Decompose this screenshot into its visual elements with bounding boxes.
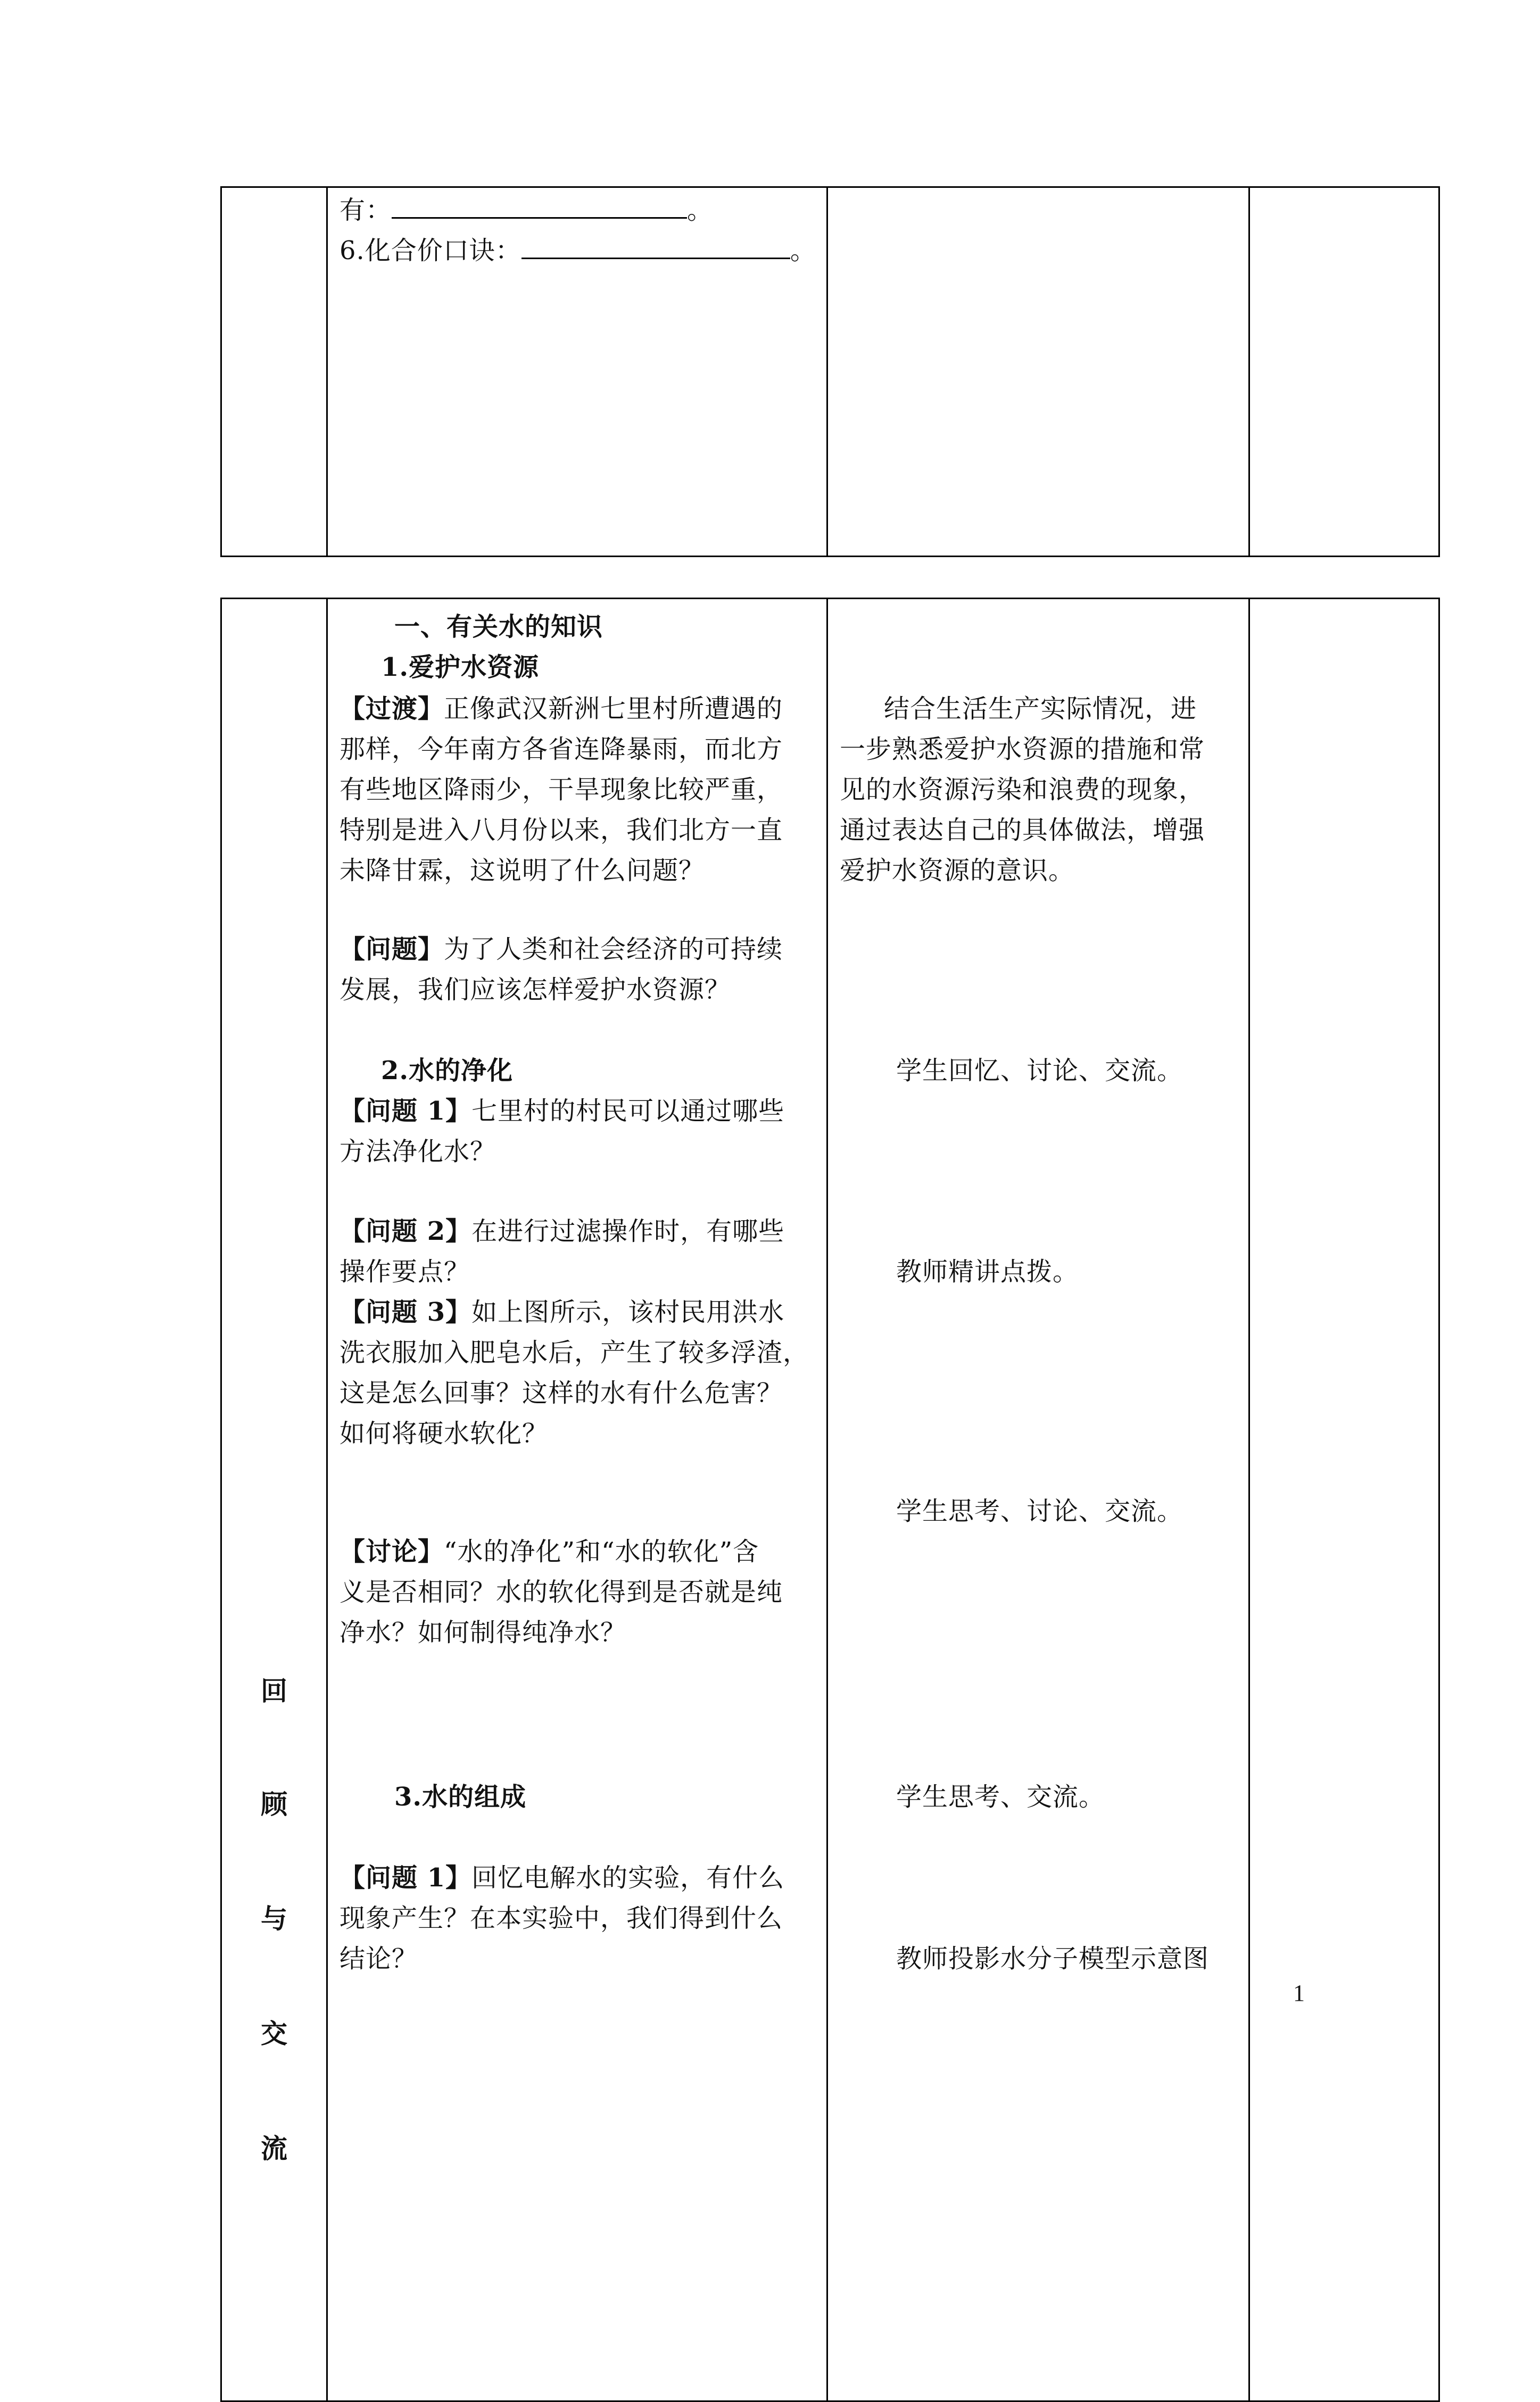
answer-blank-1[interactable] xyxy=(392,194,687,219)
fill-line-1-end: 。 xyxy=(687,195,714,225)
transition-line-5: 未降甘霖，这说明了什么问题？ xyxy=(340,856,705,885)
discussion-line-2: 义是否相同？水的软化得到是否就是纯 xyxy=(340,1577,783,1607)
discussion-text: “水的净化”和“水的软化”含 xyxy=(444,1537,759,1567)
q4-text: 回忆电解水的实验，有什么 xyxy=(471,1863,785,1893)
teacher-activity-2: 教师投影水分子模型示意图 xyxy=(896,1944,1210,1974)
lesson-table-continued xyxy=(220,186,1440,557)
teacher-activity-1: 教师精讲点拨。 xyxy=(896,1257,1079,1287)
q3-line-1 xyxy=(340,1292,784,1332)
stage-cell-empty xyxy=(221,187,327,557)
question-text: 为了人类和社会经济的可持续 xyxy=(444,934,783,964)
q4-line-3: 结论？ xyxy=(340,1944,418,1974)
q4-line-2: 现象产生？在本实验中，我们得到什么 xyxy=(340,1903,783,1933)
q3-line-3: 这是怎么回事？这样的水有什么危害？ xyxy=(340,1378,783,1408)
subheading-water-resources: 1.爱护水资源 xyxy=(381,652,540,682)
subheading-composition: 3.水的组成 xyxy=(394,1782,527,1812)
transition-line-4: 特别是进入八月份以来，我们北方一直 xyxy=(340,815,783,845)
transition-line-1 xyxy=(340,689,783,729)
notes-cell-empty xyxy=(1249,599,1439,2401)
q1-line-2: 方法净化水？ xyxy=(340,1137,496,1166)
q3-text: 如上图所示，该村民用洪水 xyxy=(471,1297,785,1327)
student-activity-4: 学生思考、交流。 xyxy=(896,1782,1105,1812)
discussion-line-3: 净水？如何制得纯净水？ xyxy=(340,1618,627,1647)
q1-tag: 【问题 1】 xyxy=(340,1096,472,1126)
stage-char-3: 与 xyxy=(261,1903,287,1934)
transition-text: 正像武汉新洲七里村所遭遇的 xyxy=(444,694,783,724)
q3-line-4: 如何将硬水软化？ xyxy=(340,1419,549,1448)
fill-line-1 xyxy=(340,190,713,230)
page-number: 1 xyxy=(1293,1980,1305,2006)
student-activity-1-line-1: 结合生活生产实际情况，进 xyxy=(884,694,1197,724)
student-activity-3: 学生思考、讨论、交流。 xyxy=(896,1496,1183,1526)
answer-blank-2[interactable] xyxy=(521,234,790,259)
q3-line-2: 洗衣服加入肥皂水后，产生了较多浮渣， xyxy=(340,1338,809,1368)
q1-line-1 xyxy=(340,1091,784,1131)
student-activity-1-line-3: 见的水资源污染和浪费的现象， xyxy=(840,775,1205,805)
question-line-2: 发展，我们应该怎样爱护水资源？ xyxy=(340,975,731,1005)
stage-char-1: 回 xyxy=(261,1675,287,1707)
section-heading: 一、有关水的知识 xyxy=(394,612,603,642)
stage-char-5: 流 xyxy=(261,2133,287,2164)
q1-text: 七里村的村民可以通过哪些 xyxy=(471,1096,785,1126)
discussion-tag: 【讨论】 xyxy=(340,1537,444,1567)
question-tag: 【问题】 xyxy=(340,934,444,964)
notes-cell-empty xyxy=(1249,187,1439,557)
activity-cell-empty xyxy=(827,187,1249,557)
stage-char-2: 顾 xyxy=(261,1788,287,1820)
q4-tag: 【问题 1】 xyxy=(340,1863,472,1893)
fill-line-1-label: 有： xyxy=(340,195,392,225)
q2-text: 在进行过滤操作时，有哪些 xyxy=(471,1216,785,1246)
discussion-line-1 xyxy=(340,1531,759,1572)
q2-tag: 【问题 2】 xyxy=(340,1216,472,1246)
question-line-1 xyxy=(340,929,783,970)
activity-cell xyxy=(827,599,1249,2401)
transition-line-2: 那样，今年南方各省连降暴雨，而北方 xyxy=(340,734,783,764)
q2-line-1 xyxy=(340,1211,784,1252)
lesson-table-review xyxy=(220,598,1440,2402)
student-activity-1-line-2: 一步熟悉爱护水资源的措施和常 xyxy=(840,734,1205,764)
fill-line-2-end: 。 xyxy=(790,236,816,266)
transition-tag: 【过渡】 xyxy=(340,694,444,724)
transition-line-3: 有些地区降雨少，干旱现象比较严重， xyxy=(340,775,783,805)
fill-line-2 xyxy=(340,230,816,271)
fill-line-2-label: 6.化合价口诀： xyxy=(340,236,521,266)
content-cell xyxy=(327,187,827,557)
stage-char-4: 交 xyxy=(261,2018,287,2049)
subheading-purification: 2.水的净化 xyxy=(381,1056,514,1086)
student-activity-2: 学生回忆、讨论、交流。 xyxy=(896,1056,1183,1086)
q4-line-1 xyxy=(340,1858,784,1898)
student-activity-1-line-5: 爱护水资源的意识。 xyxy=(840,856,1075,885)
q3-tag: 【问题 3】 xyxy=(340,1297,472,1327)
student-activity-1-line-4: 通过表达自己的具体做法，增强 xyxy=(840,815,1205,845)
stage-cell xyxy=(221,599,327,2401)
q2-line-2: 操作要点？ xyxy=(340,1257,470,1287)
content-cell xyxy=(327,599,827,2401)
